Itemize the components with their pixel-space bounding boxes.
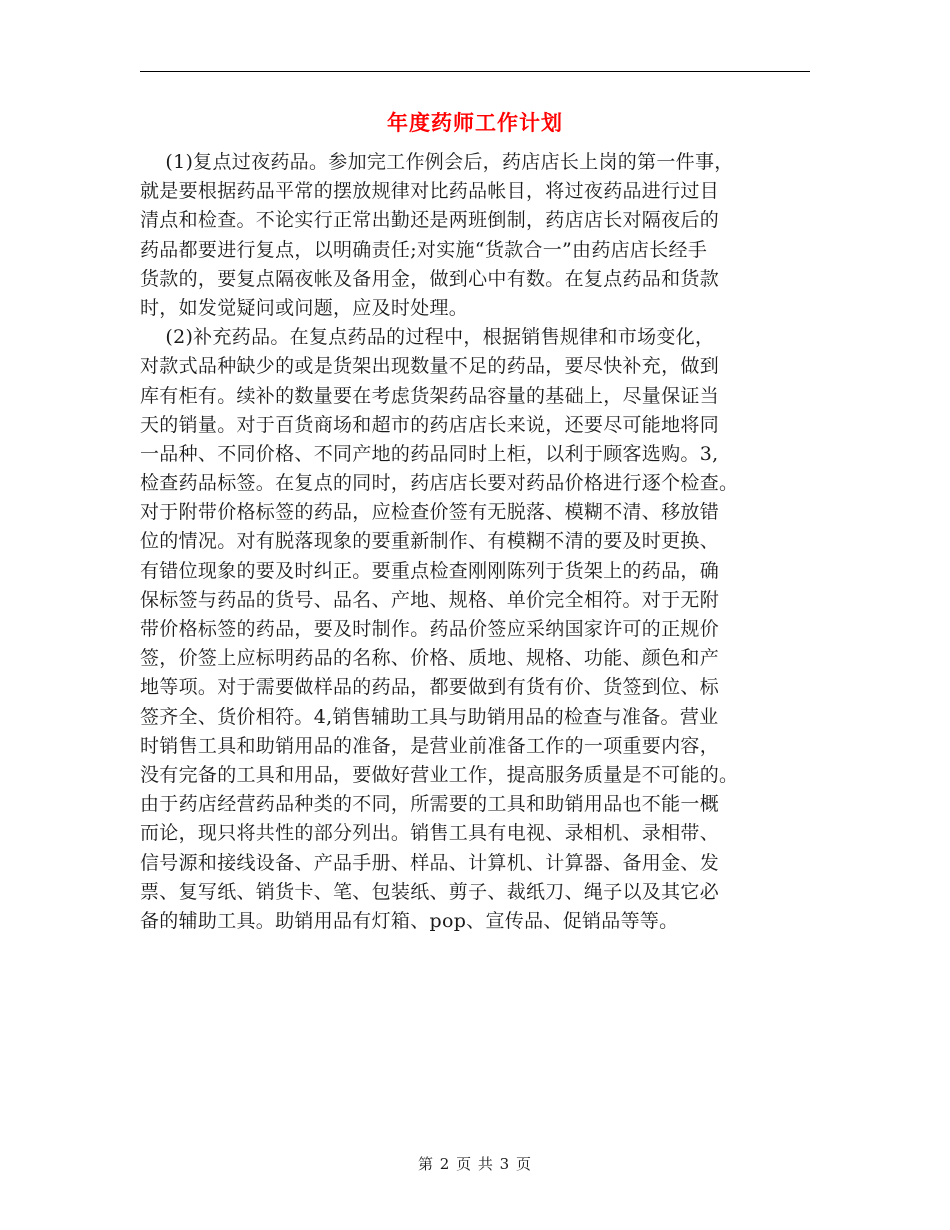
body-line: 地等项。对于需要做样品的药品，都要做到有货有价、货签到位、标 [140,676,720,699]
body-line: 药品都要进行复点，以明确责任;对实施“货款合一”由药店店长经手 [140,238,708,261]
body-line: 票、复写纸、销货卡、笔、包装纸、剪子、裁纸刀、绳子以及其它必 [140,880,720,903]
body-line: 对于附带价格标签的药品，应检查价签有无脱落、模糊不清、移放错 [140,501,720,524]
header-rule [140,71,810,72]
document-title: 年度药师工作计划 [387,111,563,135]
body-line: 货款的，要复点隔夜帐及备用金，做到心中有数。在复点药品和货款 [140,267,720,290]
body-line: 时，如发觉疑问或问题，应及时处理。 [140,296,469,319]
body-line: 信号源和接线设备、产品手册、样品、计算机、计算器、备用金、发 [140,851,720,874]
body-line: 备的辅助工具。助销用品有灯箱、pop、宣传品、促销品等等。 [140,909,679,932]
body-line: (1)复点过夜药品。参加完工作例会后，药店店长上岗的第一件事， [140,151,734,173]
body-line: 签齐全、货价相符。4,销售辅助工具与助销用品的检查与准备。营业 [140,705,719,728]
body-line: 时销售工具和助销用品的准备，是营业前准备工作的一项重要内容， [140,734,720,757]
body-line: 库有柜有。续补的数量要在考虑货架药品容量的基础上，尽量保证当 [140,384,720,407]
body-line: 保标签与药品的货号、品名、产地、规格、单价完全相符。对于无附 [140,588,720,611]
body-line: 天的销量。对于百货商场和超市的药店店长来说，还要尽可能地将同 [140,413,720,436]
body-line: 对款式品种缺少的或是货架出现数量不足的药品，要尽快补充，做到 [140,355,720,378]
document-body [140,148,738,936]
body-line: 就是要根据药品平常的摆放规律对比药品帐目，将过夜药品进行过目 [140,180,720,203]
body-line: 一品种、不同价格、不同产地的药品同时上柜，以利于顾客选购。3, [140,442,719,465]
body-line: 签，价签上应标明药品的名称、价格、质地、规格、功能、颜色和产 [140,647,720,670]
body-line: 而论，现只将共性的部分列出。销售工具有电视、录相机、录相带、 [140,822,720,845]
body-line: (2)补充药品。在复点药品的过程中，根据销售规律和市场变化， [140,326,715,349]
body-line: 位的情况。对有脱落现象的要重新制作、有模糊不清的要及时更换、 [140,530,720,553]
body-line: 由于药店经营药品种类的不同，所需要的工具和助销用品也不能一概 [140,793,720,816]
page-number: 第 2 页 共 3 页 [418,1155,532,1173]
body-line: 带价格标签的药品，要及时制作。药品价签应采纳国家许可的正规价 [140,618,720,640]
body-line: 没有完备的工具和用品，要做好营业工作，提高服务质量是不可能的。 [140,763,739,786]
body-line: 检查药品标签。在复点的同时，药店店长要对药品价格进行逐个检查。 [140,472,739,495]
body-line: 有错位现象的要及时纠正。要重点检查刚刚陈列于货架上的药品，确 [140,559,720,582]
body-line: 清点和检查。不论实行正常出勤还是两班倒制，药店店长对隔夜后的 [140,209,720,232]
